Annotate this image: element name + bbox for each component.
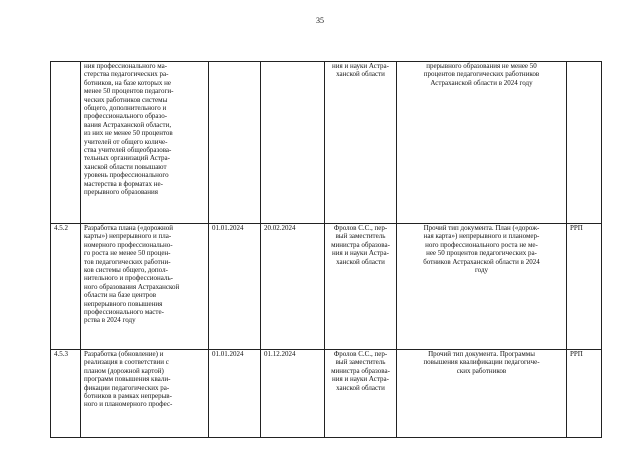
event-description-line: номерного профессионально-	[84, 240, 173, 249]
event-description-line: реализация в соответствии с	[84, 358, 169, 367]
level-tag	[567, 62, 602, 224]
result-description-line: Прочий тип документа. Программы	[428, 350, 535, 358]
table-row	[51, 350, 602, 438]
event-description-line: карты») непрерывного и пла-	[84, 232, 172, 241]
event-description-line: Разработка плана («дорожной	[84, 224, 174, 232]
responsible-person-line: вый заместитель	[335, 232, 386, 241]
result-description	[397, 350, 567, 438]
responsible-person-line: ханской области	[336, 383, 385, 392]
responsible-person-line: ханской области	[336, 257, 385, 266]
row-number	[51, 62, 81, 224]
event-description-line: вания Астраханской области,	[84, 120, 172, 129]
responsible-person-line: Фролов С.С., пер-	[333, 350, 388, 358]
event-description-line: Разработка (обновление) и	[84, 350, 164, 358]
event-description-line: ботников в рамках непрерыв-	[84, 392, 172, 401]
row-number: 4.5.3	[51, 350, 81, 438]
end-date: 20.02.2024	[261, 224, 325, 350]
table-row	[51, 62, 602, 224]
event-description-line: профессионального масте-	[84, 308, 164, 317]
responsible-person-line: вый заместитель	[335, 358, 386, 367]
responsible-person-line: ния и науки Астра-	[332, 62, 389, 70]
event-description-line: ния профессионального ма-	[84, 62, 168, 70]
page-number: 35	[316, 16, 324, 25]
result-description-line: ного профессионального роста не ме-	[425, 240, 538, 249]
event-description-line: ков системы общего, допол-	[84, 266, 168, 275]
start-date: 01.01.2024	[209, 350, 261, 438]
start-date	[209, 62, 261, 224]
event-description-line: ханской области повышают	[84, 162, 167, 171]
end-date: 01.12.2024	[261, 350, 325, 438]
event-description	[81, 350, 209, 438]
event-description-line: фикации педагогических ра-	[84, 383, 170, 392]
event-description-line: области на базе центров	[84, 291, 157, 300]
event-description-line: ческих работников системы	[84, 95, 168, 104]
table-row	[51, 224, 602, 350]
row-number: 4.5.2	[51, 224, 81, 350]
result-description-line: году	[474, 266, 489, 275]
event-description-line: программ повышения квали-	[84, 375, 171, 384]
responsible-person-line: министра образова-	[331, 240, 390, 249]
event-description-line: мастерства в форматах не-	[84, 179, 163, 188]
event-description-line: учителей от общего количе-	[84, 137, 168, 146]
event-description-line: планом (дорожной картой)	[84, 366, 164, 375]
end-date	[261, 62, 325, 224]
responsible-person-line: ния и науки Астра-	[332, 249, 389, 258]
event-description-line: нительного и профессиональ-	[84, 274, 173, 283]
event-description-line: менее 50 процентов педагоги-	[84, 87, 174, 96]
event-description-line: ботников, на базе которых не	[84, 78, 171, 87]
event-description	[81, 224, 209, 350]
result-description-line: прерывного образования не менее 50	[426, 62, 537, 70]
event-description-line: тельных организаций Астра-	[84, 154, 170, 163]
level-tag: РРП	[567, 224, 602, 350]
responsible-person-line: ния и науки Астра-	[332, 375, 389, 384]
event-description-line: прерывного образования	[84, 188, 158, 197]
event-description-line: уровень профессионального	[84, 171, 169, 180]
result-description-line: Прочий тип документа. План («дорож-	[423, 224, 540, 232]
result-description-line: ная карта») непрерывного и планомер-	[423, 232, 540, 241]
responsible-person	[325, 62, 397, 224]
event-description-line: ного и планомерного профес-	[84, 400, 173, 409]
result-description-line: процентов педагогических работников	[423, 70, 540, 79]
responsible-person	[325, 350, 397, 438]
start-date: 01.01.2024	[209, 224, 261, 350]
result-description-line: повышения квалификации педагогиче-	[423, 358, 540, 367]
responsible-person	[325, 224, 397, 350]
event-description-line: го роста не менее 50 процен-	[84, 249, 171, 258]
plan-table	[50, 61, 602, 438]
result-description-line: нее 50 процентов педагогических ра-	[426, 249, 537, 258]
result-description-line: ботников Астраханской области в 2024	[423, 257, 540, 266]
responsible-person-line: Фролов С.С., пер-	[333, 224, 388, 232]
event-description-line: общего, дополнительного и	[84, 104, 167, 113]
event-description-line: непрерывного повышения	[84, 299, 163, 308]
event-description-line: стерства педагогических ра-	[84, 70, 169, 79]
event-description-line: ства учителей общеобразова-	[84, 146, 172, 155]
result-description	[397, 224, 567, 350]
event-description-line: рства в 2024 году	[84, 316, 136, 325]
result-description-line: Астраханской области в 2024 году	[430, 78, 533, 87]
event-description-line: ного образования Астраханской	[84, 282, 180, 291]
result-description	[397, 62, 567, 224]
event-description	[81, 62, 209, 224]
level-tag: РРП	[567, 350, 602, 438]
event-description-line: профессионального образо-	[84, 112, 168, 121]
event-description-line: тов педагогических работни-	[84, 257, 171, 266]
responsible-person-line: ханской области	[336, 70, 385, 79]
responsible-person-line: министра образова-	[331, 366, 390, 375]
result-description-line: ских работников	[456, 366, 507, 375]
event-description-line: из них не менее 50 процентов	[84, 129, 173, 138]
